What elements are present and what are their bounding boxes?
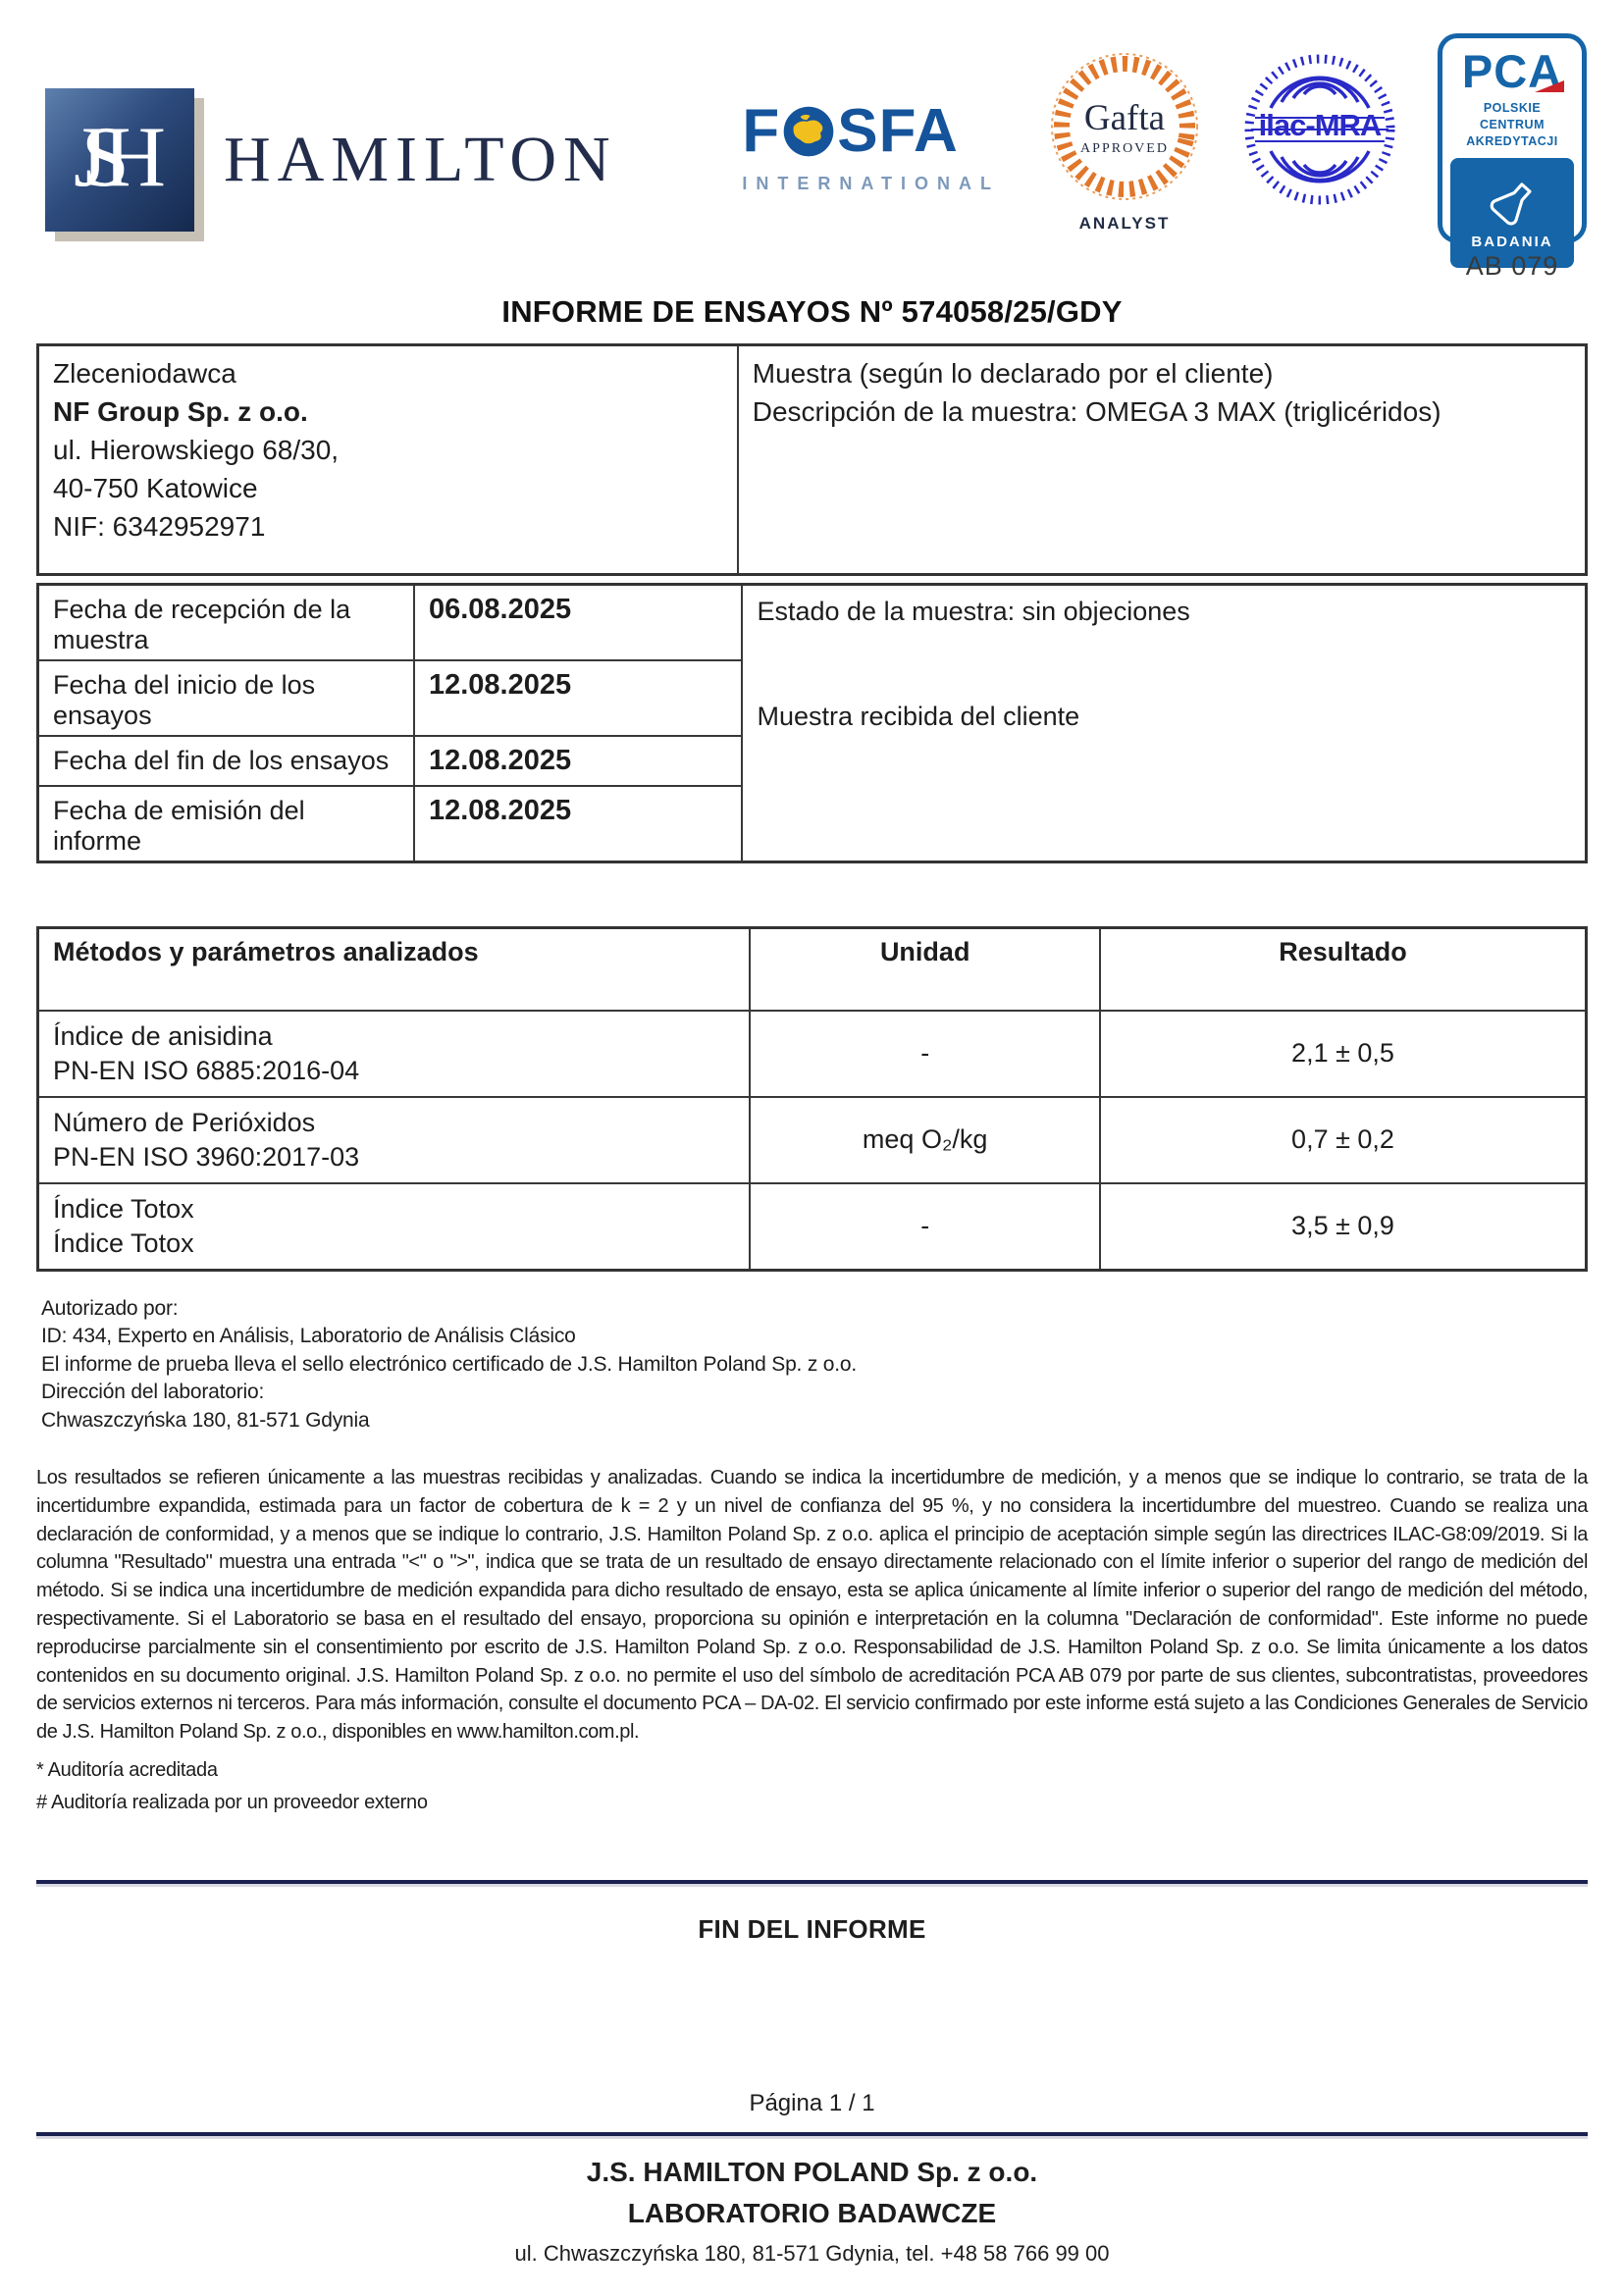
- end-of-report-marker: FIN DEL INFORME: [698, 1913, 926, 1944]
- unit-cell: -: [750, 1183, 1100, 1271]
- fosfa-international-label: INTERNATIONAL: [742, 174, 1000, 193]
- fosfa-logo: [742, 96, 1000, 194]
- jsh-monogram-icon: [45, 88, 194, 232]
- pca-badania-label: BADANIA: [1471, 234, 1553, 251]
- hamilton-wordmark: HAMILTON: [224, 124, 617, 195]
- date-end-value: 12.08.2025: [414, 736, 743, 786]
- table-row: [38, 585, 1587, 661]
- parameter-method: PN-EN ISO 3960:2017-03: [53, 1141, 360, 1172]
- footer-lab-name: LABORATORIO BADAWCZE: [627, 2198, 997, 2228]
- external-audit-note: # Auditoría realizada por un proveedor externo: [36, 1791, 428, 1813]
- pca-accreditation-number: AB 079: [1465, 251, 1559, 281]
- date-reception-label: Fecha de recepción de la muestra: [38, 585, 414, 661]
- ilac-mra-logo: [1241, 51, 1398, 208]
- gafta-logo: [1041, 49, 1208, 234]
- date-start-value: 12.08.2025: [414, 660, 743, 736]
- results-table: [36, 926, 1588, 1272]
- parameter-name: Índice Totox: [53, 1193, 194, 1224]
- table-row: [38, 1183, 1587, 1271]
- gafta-wheat-ring-icon: [1047, 49, 1202, 204]
- dates-table: [36, 583, 1588, 863]
- parameter-method: PN-EN ISO 6885:2016-04: [53, 1055, 360, 1085]
- sample-cell: [738, 345, 1587, 575]
- client-address-line1: ul. Hierowskiego 68/30,: [53, 435, 340, 465]
- column-header-methods: Métodos y parámetros analizados: [38, 928, 751, 1011]
- parameter-name: Número de Perióxidos: [53, 1107, 316, 1137]
- date-end-label: Fecha del fin de los ensayos: [38, 736, 414, 786]
- unit-cell: meq O₂/kg: [750, 1097, 1100, 1183]
- pca-red-wedge-icon: [1535, 80, 1564, 92]
- electronic-seal-note: El informe de prueba lleva el sello electrónico certificado de J.S. Hamilton Poland Sp. z o.o.: [41, 1352, 857, 1376]
- lab-address-value: Chwaszczyńska 180, 81-571 Gdynia: [41, 1408, 370, 1432]
- date-reception-value: 06.08.2025: [414, 585, 743, 661]
- result-cell: 2,1 ± 0,5: [1100, 1011, 1587, 1097]
- parameter-name: Índice de anisidina: [53, 1020, 273, 1051]
- gafta-approved-label: APPROVED: [1080, 140, 1169, 156]
- fosfa-letters-sfa: SFA: [837, 97, 959, 165]
- report-title: INFORME DE ENSAYOS Nº 574058/25/GDY: [501, 294, 1123, 329]
- unit-cell: -: [750, 1011, 1100, 1097]
- footer-divider-rule: [36, 2132, 1588, 2139]
- client-nif: NIF: 6342952971: [53, 511, 266, 542]
- date-issue-value: 12.08.2025: [414, 786, 743, 862]
- client-cell: [38, 345, 738, 575]
- pca-acronym: [1461, 45, 1563, 97]
- sample-declared-label: Muestra (según lo declarado por el cliente): [752, 358, 1274, 389]
- pca-full-name: POLSKIE CENTRUM AKREDYTACJI: [1466, 101, 1558, 148]
- footer-address: ul. Chwaszczyńska 180, 81-571 Gdynia, tel. +48 58 766 99 00: [514, 2241, 1110, 2266]
- client-sample-table: [36, 343, 1588, 576]
- pca-badge: [1438, 33, 1587, 251]
- authorized-by-label: Autorizado por:: [41, 1296, 179, 1320]
- pca-logo: [1438, 33, 1587, 282]
- gafta-analyst-label: ANALYST: [1078, 214, 1171, 233]
- client-name: NF Group Sp. z o.o.: [53, 396, 308, 427]
- parameter-cell: [38, 1183, 751, 1271]
- lab-address-label: Dirección del laboratorio:: [41, 1381, 265, 1403]
- section-divider-rule: [36, 1880, 1588, 1887]
- authorization-block: [41, 1295, 1588, 1435]
- table-row: [38, 1097, 1587, 1183]
- report-content: [36, 343, 1588, 1272]
- result-cell: 3,5 ± 0,9: [1100, 1183, 1587, 1271]
- table-row: [38, 1011, 1587, 1097]
- fosfa-letter-f: F: [742, 97, 781, 165]
- column-header-unit: Unidad: [750, 928, 1100, 1011]
- jsh-hamilton-logo: [45, 88, 617, 232]
- parameter-cell: [38, 1011, 751, 1097]
- legal-disclaimer: Los resultados se refieren únicamente a las muestras recibidas y analizadas. Cuando se indica la incertidumbre de medición, y a menos que se indique lo contrario, se trata de la incertidumbre expandida, estimada para un factor de cobertura de k = 2 y un nivel de confianza del 95 %, y no considera la incertidumbre del muestreo. Cuando se realiza una declaración de conformidad, y a menos que se indique lo contrario, J.S. Hamilton Poland Sp. z o.o. aplica el principio de aceptación simple según las directrices ILAC-G8:09/2019. Si la columna "Resultado" muestra una entrada "<" o ">", indica que se trata de un resultado de ensayo directamente relacionado con el límite inferior o superior del rango de medición del método. Si se indica una incertidumbre de medición expandida para dicho resultado de ensayo, esta se aplica únicamente al límite inferior o superior del rango de medición del método, respectivamente. Si el Laboratorio se basa en el resultado del ensayo, proporciona su opinión e interpretación en la columna "Declaración de conformidad". Este informe no puede reproducirse parcialmente sin el consentimiento por escrito de J.S. Hamilton Poland Sp. z o.o. Responsabilidad de J.S. Hamilton Poland Sp. z o.o. Se limita únicamente a los datos contenidos en su documento original. J.S. Hamilton Poland Sp. z o.o. no permite el uso del símbolo de acreditación PCA AB 079 por parte de sus clientes, subcontratistas, proveedores de servicios externos ni terceros. Para más información, consulte el documento PCA – DA-02. El servicio confirmado por este informe está sujeto a las Condiciones Generales de Servicio de J.S. Hamilton Poland Sp. z o.o., disponibles en www.hamilton.com.pl.: [36, 1467, 1588, 1744]
- fosfa-wordmark: [742, 96, 1000, 166]
- pca-acronym-text: PCA: [1461, 45, 1563, 97]
- authorized-by-id: ID: 434, Experto en Análisis, Laboratorio de Análisis Clásico: [41, 1325, 576, 1347]
- header-logos: [0, 0, 1624, 281]
- sample-received-line: Muestra recibida del cliente: [757, 702, 1080, 731]
- date-issue-label: Fecha de emisión del informe: [38, 786, 414, 862]
- gafta-name: Gafta: [1083, 97, 1166, 138]
- sample-status-cell: [742, 585, 1586, 862]
- jsh-monogram-letters: JSH: [74, 110, 140, 205]
- page-number: Página 1 / 1: [749, 2090, 875, 2116]
- client-label: Zleceniodawca: [53, 358, 236, 389]
- globe-icon: [782, 105, 835, 158]
- date-start-label: Fecha del inicio de los ensayos: [38, 660, 414, 736]
- client-address-line2: 40-750 Katowice: [53, 473, 258, 503]
- parameter-method: Índice Totox: [53, 1227, 194, 1258]
- flask-icon: [1484, 175, 1541, 232]
- table-header-row: [38, 928, 1587, 1011]
- parameter-cell: [38, 1097, 751, 1183]
- certification-logos: [742, 33, 1587, 282]
- column-header-result: Resultado: [1100, 928, 1587, 1011]
- footer-company-name: J.S. HAMILTON POLAND Sp. z o.o.: [586, 2157, 1038, 2187]
- accredited-audit-note: * Auditoría acreditada: [36, 1758, 218, 1781]
- sample-description: Descripción de la muestra: OMEGA 3 MAX (triglicéridos): [752, 396, 1441, 427]
- result-cell: 0,7 ± 0,2: [1100, 1097, 1587, 1183]
- ilac-mra-label: ilac-MRA: [1258, 108, 1382, 142]
- sample-status-line: Estado de la muestra: sin objeciones: [757, 597, 1190, 626]
